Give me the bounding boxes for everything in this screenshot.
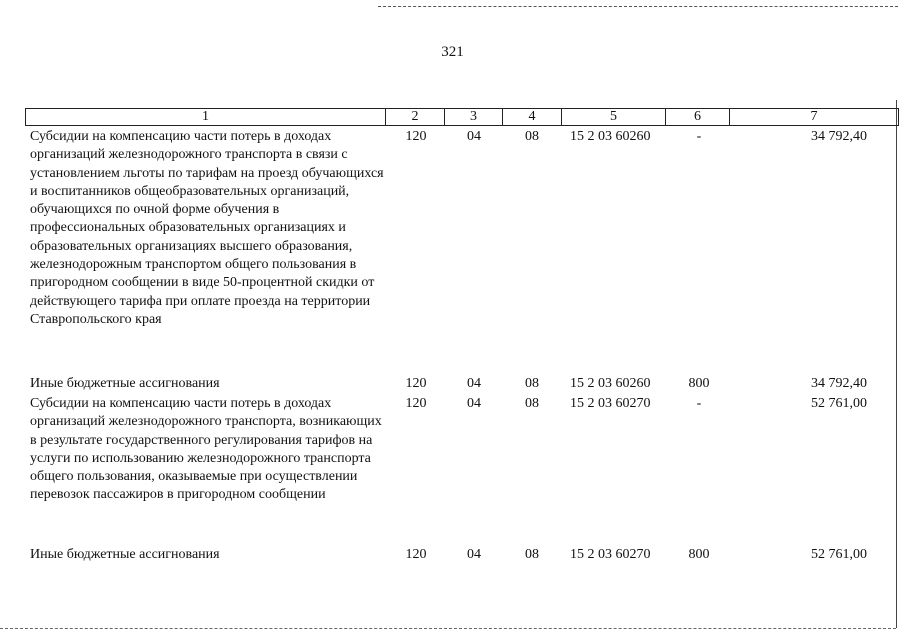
row-description: Иные бюджетные ассигнования — [30, 547, 220, 562]
row-expense-type: - — [696, 129, 702, 144]
row-description: Субсидии на компенсацию части потерь в доходах организаций железнодорожного транспорта, возникающих в результате государственного регулирования тарифов на услуги по использованию железнодорожного транспорта общего пользования, оказываемые при осуществлении перевозок пассажиров в пригородном сообщении — [30, 396, 382, 503]
row-amount: 34 792,40 — [811, 129, 867, 144]
header-col-6: 6 — [666, 109, 730, 125]
row-amount: 34 792,40 — [811, 376, 867, 391]
row-code-col2: 120 — [405, 129, 427, 144]
row-code-col4: 08 — [525, 129, 539, 144]
row-target-code: 15 2 03 60260 — [570, 376, 651, 391]
row-amount: 52 761,00 — [811, 396, 867, 411]
row-expense-type: 800 — [688, 376, 710, 391]
header-col-7: 7 — [810, 109, 818, 124]
header-col-1: 1 — [26, 109, 386, 125]
row-code-col3: 04 — [467, 376, 481, 391]
row-code-col4: 08 — [525, 547, 539, 562]
page-right-edge — [896, 100, 897, 628]
row-expense-type: - — [696, 396, 702, 411]
bottom-border-line — [0, 628, 896, 629]
page-number: 321 — [441, 44, 464, 60]
row-target-code: 15 2 03 60270 — [570, 547, 651, 562]
row-code-col3: 04 — [467, 129, 481, 144]
row-code-col2: 120 — [405, 376, 427, 391]
row-code-col3: 04 — [467, 547, 481, 562]
row-code-col3: 04 — [467, 396, 481, 411]
row-code-col2: 120 — [405, 547, 427, 562]
row-description: Субсидии на компенсацию части потерь в доходах организаций железнодорожного транспорта в связи с установлением льготы по тарифам на проезд обучающихся и воспитанников общеобразовательных организаций, обучающихся по очной форме обучения в профессиональных образовательных организациях и образовательных организациях высшего образования, железнодорожным транспортом общего пользования в пригородном сообщении в виде 50-процентной скидки от действующего тарифа при оплате проезда на территории Ставропольского края — [30, 129, 384, 327]
row-code-col4: 08 — [525, 396, 539, 411]
row-expense-type: 800 — [688, 547, 710, 562]
header-col-2: 2 — [386, 109, 445, 125]
header-col-5: 5 — [562, 109, 666, 125]
row-target-code: 15 2 03 60270 — [570, 396, 651, 411]
row-code-col4: 08 — [525, 376, 539, 391]
header-col-4: 4 — [503, 109, 562, 125]
row-amount: 52 761,00 — [811, 547, 867, 562]
header-col-3: 3 — [445, 109, 503, 125]
row-target-code: 15 2 03 60260 — [570, 129, 651, 144]
row-code-col2: 120 — [405, 396, 427, 411]
row-description: Иные бюджетные ассигнования — [30, 376, 220, 391]
table-header — [25, 108, 899, 126]
top-border-line — [378, 6, 898, 7]
